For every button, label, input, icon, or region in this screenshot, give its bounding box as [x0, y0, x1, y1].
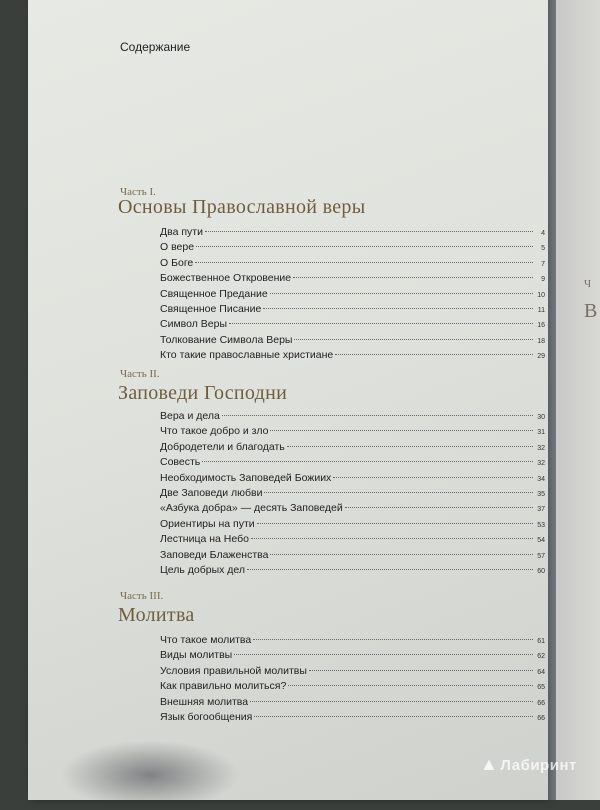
toc-entry: Что такое добро и зло 31	[160, 425, 545, 438]
watermark	[480, 754, 577, 775]
toc-entry: Заповеди Блаженства 57	[160, 548, 545, 561]
toc-entry: Священное Писание 11	[160, 302, 545, 315]
toc-entry: Толкование Символа Веры 18	[160, 333, 545, 346]
toc-entry: Две Заповеди любви 35	[160, 486, 545, 499]
toc-entry: Символ Веры 16	[160, 318, 545, 331]
toc-entry: Священное Предание 10	[160, 287, 545, 300]
toc-entry: Совесть 32	[160, 456, 545, 469]
facing-page-edge	[556, 0, 600, 800]
toc-entry: Лестница на Небо 54	[160, 533, 545, 546]
toc-entry: Кто такие православные христиане 29	[160, 349, 545, 362]
toc-entry: Божественное Откровение 9	[160, 272, 545, 285]
toc-entry: Ориентиры на пути 53	[160, 517, 545, 530]
toc-entry: Вера и дела 30	[160, 410, 545, 422]
toc-entry: Добродетели и благодать 32	[160, 440, 545, 453]
watermark-text: Лабиринт	[500, 757, 577, 774]
toc-entry: Условия правильной молитвы 64	[160, 664, 545, 677]
contents-title: Содержание	[120, 40, 191, 54]
toc-entry: О Боге 7	[160, 256, 545, 269]
toc-entry: Как правильно молиться? 65	[160, 680, 545, 693]
labyrinth-logo-icon: ▲	[480, 754, 499, 774]
part-2-entries	[160, 410, 545, 579]
toc-entry: Виды молитвы 62	[160, 649, 545, 662]
toc-entry: Цель добрых дел 60	[160, 563, 545, 576]
part-3-label: Часть III.	[120, 590, 164, 602]
toc-entry: Язык богообщения 66	[160, 710, 545, 723]
facing-page-letter-top: Ч	[584, 278, 592, 290]
part-2-label: Часть II.	[120, 368, 160, 380]
facing-page-text	[584, 278, 597, 323]
part-3-title: Молитва	[118, 604, 195, 626]
part-1-entries	[160, 226, 545, 365]
toc-entry: Два пути 4	[160, 226, 545, 238]
toc-entry: Необходимость Заповедей Божиих 34	[160, 471, 545, 484]
part-1-label: Часть I.	[120, 186, 156, 198]
facing-page-letter-bottom: В	[584, 300, 598, 322]
part-2-title: Заповеди Господни	[118, 382, 288, 404]
toc-entry: Внешняя молитва 66	[160, 695, 545, 708]
toc-entry: О вере 5	[160, 241, 545, 254]
part-1-title: Основы Православной веры	[118, 196, 366, 218]
toc-entry: «Азбука добра» — десять Заповедей 37	[160, 502, 545, 515]
toc-entry: Что такое молитва 61	[160, 634, 545, 646]
part-3-entries	[160, 634, 545, 726]
